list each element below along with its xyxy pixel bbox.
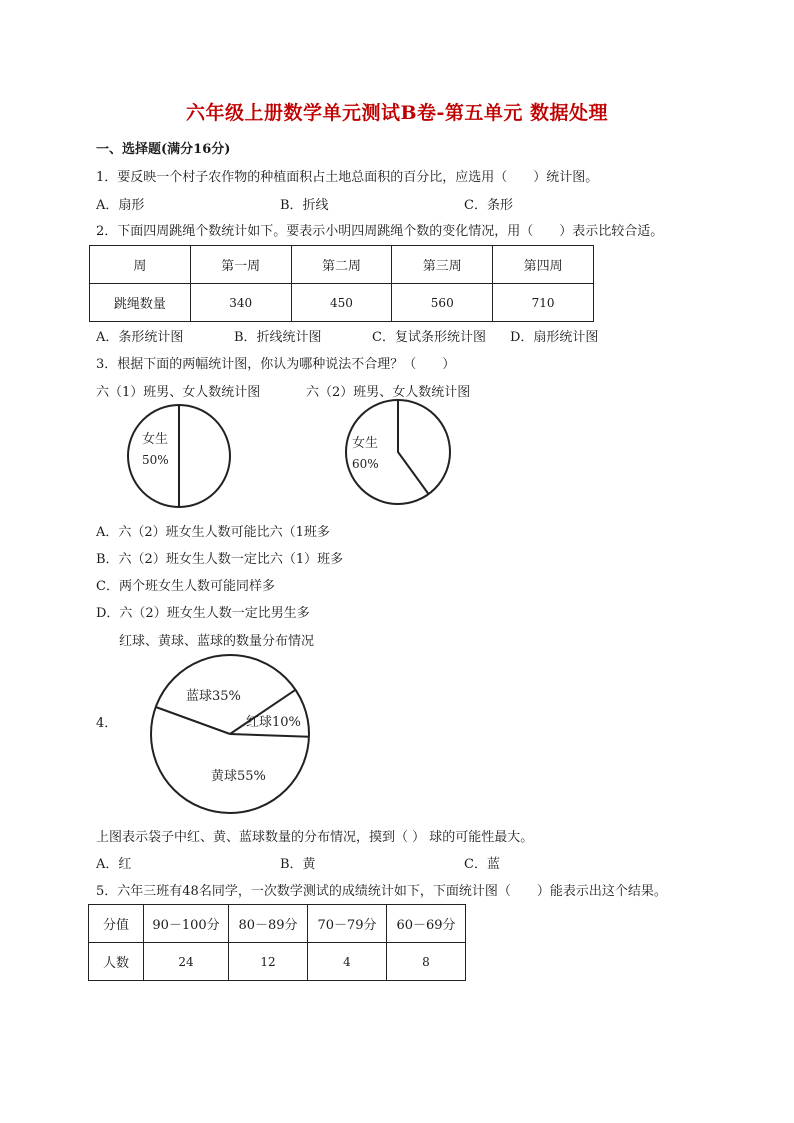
- table-cell: 710: [493, 284, 594, 322]
- table-header-cell: 第一周: [190, 246, 291, 284]
- pie-chart-class-2: [340, 398, 460, 510]
- table-cell: 人数: [89, 943, 144, 981]
- table-cell: 跳绳数量: [90, 284, 191, 322]
- section-heading: 一、选择题(满分16分): [96, 142, 231, 157]
- pie-value-label: 50%: [142, 453, 169, 467]
- q2-table: [89, 245, 594, 322]
- pie-chart-class-1: [120, 404, 240, 514]
- question-3: 3．根据下面的两幅统计图，你认为哪种说法不合理？（ ）: [96, 357, 456, 372]
- q3-option-d: D．六（2）班女生人数一定比男生多: [96, 606, 310, 621]
- pie-label: 女生: [352, 436, 379, 451]
- q1-option-c: C．条形: [464, 198, 513, 213]
- q3-option-a: A．六（2）班女生人数可能比六（1班多: [96, 525, 330, 540]
- table-header-cell: 80－89分: [229, 905, 308, 943]
- question-4-number: 4．: [96, 716, 118, 731]
- question-5: 5．六年三班有48名同学，一次数学测试的成绩统计如下，下面统计图（ ）能表示出这个结果。: [96, 884, 667, 899]
- table-cell: 450: [291, 284, 392, 322]
- q4-option-c: C．蓝: [464, 857, 500, 872]
- q2-option-a: A．条形统计图: [96, 330, 184, 345]
- question-2: 2．下面四周跳绳个数统计如下。要表示小明四周跳绳个数的变化情况，用（ ）表示比较合适。: [96, 224, 664, 239]
- table-header-cell: 周: [90, 246, 191, 284]
- q5-table: [88, 904, 466, 981]
- chart-1-title: 六（1）班男、女人数统计图: [96, 385, 261, 400]
- table-header-cell: 60－69分: [387, 905, 466, 943]
- chart-2-title: 六（2）班男、女人数统计图: [306, 385, 471, 400]
- table-cell: 24: [144, 943, 229, 981]
- table-cell: 340: [190, 284, 291, 322]
- q3-option-c: C．两个班女生人数可能同样多: [96, 579, 275, 594]
- table-header-cell: 分值: [89, 905, 144, 943]
- table-header-cell: 第三周: [392, 246, 493, 284]
- pie-label-yellow: 黄球55%: [211, 769, 266, 784]
- table-cell: 4: [308, 943, 387, 981]
- q4-option-b: B．黄: [280, 857, 316, 872]
- q1-option-b: B．折线: [280, 198, 329, 213]
- pie-chart-balls: [148, 652, 314, 818]
- q2-option-c: C．复试条形统计图: [372, 330, 486, 345]
- q4-option-a: A．红: [96, 857, 132, 872]
- table-cell: 12: [229, 943, 308, 981]
- table-cell: 8: [387, 943, 466, 981]
- question-4: 上图表示袋子中红、黄、蓝球数量的分布情况，摸到（ ） 球的可能性最大。: [96, 830, 534, 845]
- pie-slice-boundary: [156, 707, 230, 734]
- q1-option-a: A．扇形: [96, 198, 145, 213]
- q2-option-b: B．折线统计图: [234, 330, 322, 345]
- pie-slice-boundary: [398, 400, 429, 494]
- table-header-cell: 90－100分: [144, 905, 229, 943]
- table-cell: 560: [392, 284, 493, 322]
- pie-label: 女生: [142, 432, 169, 447]
- q3-option-b: B．六（2）班女生人数一定比六（1）班多: [96, 552, 344, 567]
- pie-label-red: 红球10%: [246, 715, 301, 730]
- table-header-cell: 70－79分: [308, 905, 387, 943]
- q2-option-d: D．扇形统计图: [510, 330, 599, 345]
- table-header-cell: 第二周: [291, 246, 392, 284]
- pie-slice-boundary: [230, 734, 309, 737]
- table-header-cell: 第四周: [493, 246, 594, 284]
- pie-value-label: 60%: [352, 457, 379, 471]
- chart-3-title: 红球、黄球、蓝球的数量分布情况: [119, 634, 315, 649]
- page-title: 六年级上册数学单元测试B卷-第五单元 数据处理: [185, 102, 609, 124]
- pie-label-blue: 蓝球35%: [186, 689, 241, 704]
- question-1: 1．要反映一个村子农作物的种植面积占土地总面积的百分比，应选用（ ）统计图。: [96, 170, 599, 185]
